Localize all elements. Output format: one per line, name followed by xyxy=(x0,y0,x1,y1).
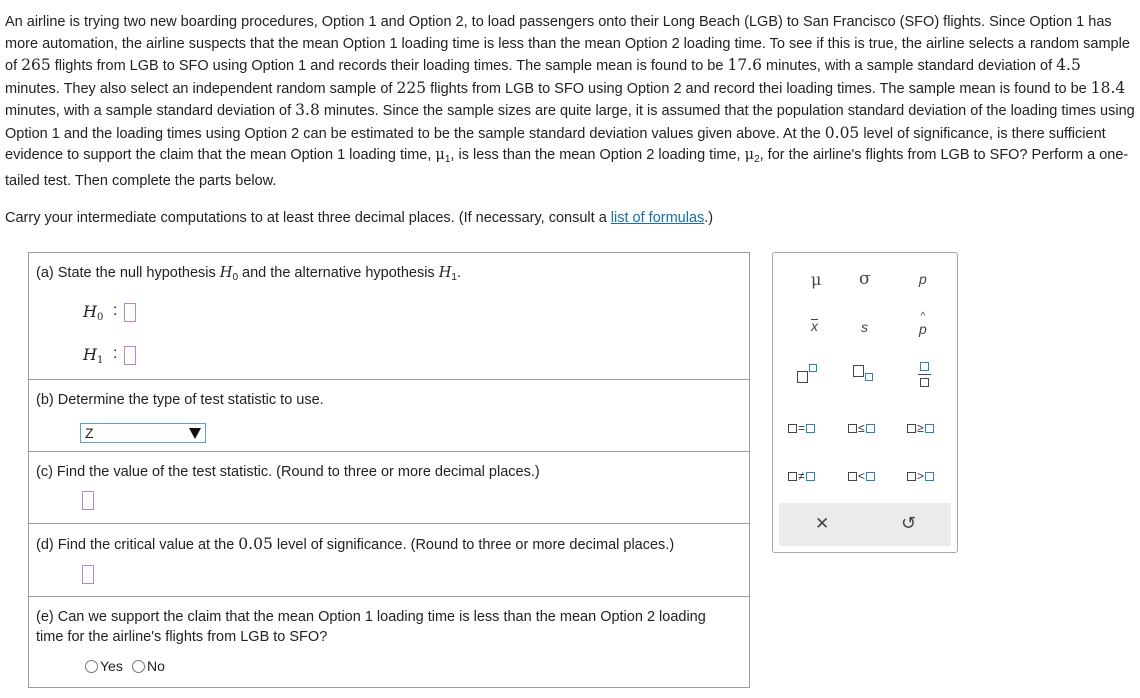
h0-label: $H_0$ xyxy=(83,302,104,323)
p-button[interactable]: p xyxy=(919,271,927,287)
part-a-label: (a) State the null hypothesis $H_0$ and the alternative hypothesis $H_1$. xyxy=(36,265,461,283)
subscript-button[interactable] xyxy=(853,365,883,387)
left-box-icon xyxy=(848,424,857,433)
ge-symbol: ≥ xyxy=(917,421,924,435)
ge-button[interactable] xyxy=(907,421,934,435)
denominator-box-icon xyxy=(920,378,929,387)
phat-button[interactable] xyxy=(919,313,927,337)
radio-no-label: No xyxy=(147,658,165,674)
h1-label: $H_1$ xyxy=(83,345,104,366)
s-button[interactable]: s xyxy=(861,319,868,335)
phat-letter: p xyxy=(919,321,927,337)
right-box-icon xyxy=(925,472,934,481)
formulas-link[interactable]: list of formulas xyxy=(610,210,705,226)
ne-symbol: ≠ xyxy=(798,469,805,483)
right-box-icon xyxy=(925,424,934,433)
part-b xyxy=(29,380,749,452)
fraction-bar-icon xyxy=(918,374,931,375)
mu-button[interactable]: μ xyxy=(811,270,822,289)
right-box-icon xyxy=(866,424,875,433)
test-statistic-answer-box[interactable] xyxy=(82,491,94,510)
radio-yes-label: Yes xyxy=(100,658,123,674)
part-a xyxy=(29,253,749,380)
right-box-icon xyxy=(806,424,815,433)
gt-symbol: > xyxy=(917,469,925,483)
equals-symbol: = xyxy=(798,421,806,435)
exponent-box-icon xyxy=(809,364,817,372)
sub-box-icon xyxy=(865,373,873,381)
greater-than-button[interactable] xyxy=(907,469,934,483)
h1-colon: : xyxy=(113,345,118,362)
dropdown-arrow-icon xyxy=(189,428,201,439)
hat-icon: ^ xyxy=(920,311,926,322)
left-box-icon xyxy=(788,424,797,433)
select-value: Z xyxy=(85,425,94,441)
le-symbol: ≤ xyxy=(858,421,865,435)
superscript-button[interactable] xyxy=(797,364,827,386)
question-box xyxy=(28,252,750,688)
palette-toolbar xyxy=(779,503,951,546)
part-d xyxy=(29,524,749,597)
part-c xyxy=(29,452,749,524)
equals-button[interactable] xyxy=(788,421,815,435)
h1-answer-box[interactable] xyxy=(124,346,136,365)
xbar-button[interactable]: x xyxy=(811,318,818,334)
le-button[interactable] xyxy=(848,421,875,435)
part-d-label: (d) Find the critical value at the 0.05 level of significance. (Round to three or more decimal places.) xyxy=(36,535,675,553)
radio-no[interactable] xyxy=(132,658,165,674)
h0-answer-box[interactable] xyxy=(124,303,136,322)
left-box-icon xyxy=(848,472,857,481)
fraction-button[interactable] xyxy=(917,362,933,388)
test-statistic-select[interactable] xyxy=(80,423,206,443)
not-equal-button[interactable] xyxy=(788,469,815,483)
right-box-icon xyxy=(806,472,815,481)
critical-value-answer-box[interactable] xyxy=(82,565,94,584)
radio-no-circle[interactable] xyxy=(132,660,145,673)
left-box-icon xyxy=(788,472,797,481)
numerator-box-icon xyxy=(920,362,929,371)
clear-icon[interactable]: ✕ xyxy=(815,514,830,533)
left-box-icon xyxy=(907,424,916,433)
problem-statement: An airline is trying two new boarding procedures, Option 1 and Option 2, to load passengers onto their Long Beach (LGB) to San Francisco (SFO) flights. Since Option 1 has more automation, the airline suspects that the mean Option 1 loading time is less than the mean Option 2 loading time. To see if this is true, the airline selects a random sample of 265 flights from LGB to SFO using Option 1 and records their loading times. The sample mean is found to be 17.6 minutes, with a sample standard deviation of 4.5 minutes. They also select an independent random sample of 225 flights from LGB to SFO using Option 2 and record thei loading times. The sample mean is found to be 18.4 minutes, with a sample standard deviation of 3.8 minutes. Since the sample sizes are quite large, it is assumed that the population standard deviation of the loading times using Option 1 and the loading times using Option 2 can be estimated to be the sample standard deviation values given above. At the 0.05 level of significance, is there sufficient evidence to support the claim that the mean Option 1 loading time, $\mu_1$, is less than the mean Option 2 loading time, $\mu_2$, for the airline's flights from LGB to SFO? Perform a one-tailed test. Then complete the parts below. xyxy=(5,14,1135,189)
part-e-label: (e) Can we support the claim that the mean Option 1 loading time is less than the mean Option 2 loading time for the airline's flights from LGB to SFO? xyxy=(36,609,706,645)
undo-icon[interactable]: ↺ xyxy=(901,513,917,533)
radio-yes-circle[interactable] xyxy=(85,660,98,673)
sigma-button[interactable]: σ xyxy=(859,269,871,289)
h0-colon: : xyxy=(113,302,118,319)
part-e xyxy=(29,597,749,687)
right-box-icon xyxy=(866,472,875,481)
instructions: Carry your intermediate computations to at least three decimal places. (If necessary, consult a list of formulas.) xyxy=(5,210,714,226)
less-than-button[interactable] xyxy=(848,469,875,483)
part-c-label: (c) Find the value of the test statistic. (Round to three or more decimal places.) xyxy=(36,464,540,480)
part-b-label: (b) Determine the type of test statistic to use. xyxy=(36,392,324,408)
radio-yes[interactable] xyxy=(85,658,123,674)
symbol-palette xyxy=(772,252,958,553)
base-box-icon xyxy=(853,365,864,377)
left-box-icon xyxy=(907,472,916,481)
lt-symbol: < xyxy=(858,469,866,483)
base-box-icon xyxy=(797,371,808,383)
